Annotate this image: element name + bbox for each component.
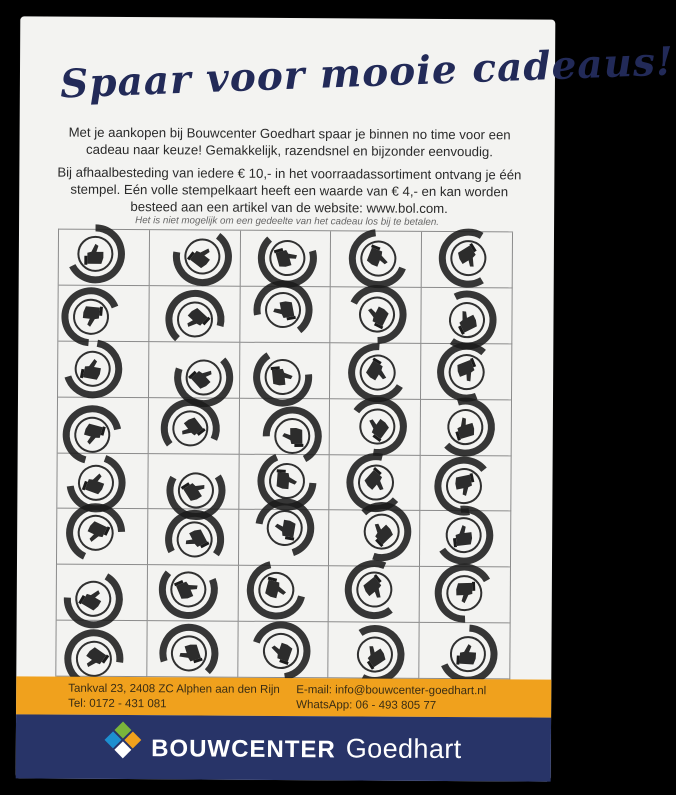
stamp-cell (238, 566, 329, 622)
brand-band (16, 714, 551, 781)
contact-band (16, 676, 551, 717)
stamp-cell (147, 565, 238, 621)
stamp-cell (147, 621, 238, 677)
brand-wordmark (151, 732, 462, 765)
phone-text: Tel: 0172 - 431 081 (68, 697, 167, 711)
stamp-cell (148, 454, 239, 510)
stamp-cell (57, 565, 148, 621)
intro-paragraph-2: Bij afhaalbesteding van iedere € 10,- in het voorraadassortiment ontvang je één stempel. Eén volle stempelkaart heeft een waarde van € 4,- en kan worden besteed aan een artikel van de website: www.bol.com. (57, 164, 522, 216)
brand-strong: BOUWCENTER (151, 734, 336, 763)
stamp-card (16, 16, 675, 781)
stamp-cell (329, 511, 420, 567)
stamp-cell (149, 286, 240, 342)
stamp-cell (149, 230, 240, 286)
stamp-cell (330, 455, 421, 511)
stamp-cell (240, 287, 331, 343)
stamp-cell (57, 453, 148, 509)
address-text: Tankval 23, 2408 ZC Alphen aan den Rijn (68, 682, 280, 696)
stamp-cell (240, 342, 331, 398)
stamp-cell (239, 454, 330, 510)
stamp-cell (420, 567, 511, 623)
stamp-cell (330, 399, 421, 455)
stamp-grid-area (55, 229, 513, 680)
stamp-cell (329, 622, 420, 678)
stamp-cell (419, 623, 510, 679)
brand-light: Goedhart (345, 732, 462, 764)
stamp-cell (329, 567, 420, 623)
stamp-cell (420, 511, 511, 567)
stamp-grid (55, 229, 513, 680)
stamp-cell (330, 343, 421, 399)
stamp-cell (421, 399, 512, 455)
logo-icon (98, 722, 149, 773)
stamp-cell (58, 285, 149, 341)
stamp-cell (331, 231, 422, 287)
stamp-cell (240, 231, 331, 287)
intro-text (48, 124, 531, 224)
stamp-cell (58, 341, 149, 397)
stamp-cell (422, 232, 513, 288)
contact-left (68, 682, 288, 713)
stamp-cell (422, 288, 513, 344)
stamp-cell (239, 398, 330, 454)
intro-paragraph-1: Met je aankopen bij Bouwcenter Goedhart spaar je binnen no time voor een cadeau naar keuze! Gemakkelijk, razendsnel en bijzonder eenvoudig. (68, 124, 511, 160)
contact-right (296, 683, 536, 714)
stamp-cell (331, 287, 422, 343)
whatsapp-text: WhatsApp: 06 - 493 805 77 (296, 699, 437, 712)
stamp-cell (238, 622, 329, 678)
stamp-cell (148, 510, 239, 566)
disclaimer: Het is niet mogelijk om een gedeelte van het cadeau los bij te betalen. (135, 215, 440, 228)
headline: Spaar voor mooie cadeaus! (59, 38, 675, 108)
stamp-cell (421, 455, 512, 511)
stamp-cell (149, 342, 240, 398)
stamp-cell (239, 510, 330, 566)
stamp-cell (58, 397, 149, 453)
stamp-cell (148, 398, 239, 454)
stamp-cell (56, 621, 147, 677)
email-text: E-mail: info@bouwcenter-goedhart.nl (296, 684, 487, 698)
stamp-cell (421, 344, 512, 400)
stamp-cell (59, 230, 150, 286)
stamp-cell (57, 509, 148, 565)
